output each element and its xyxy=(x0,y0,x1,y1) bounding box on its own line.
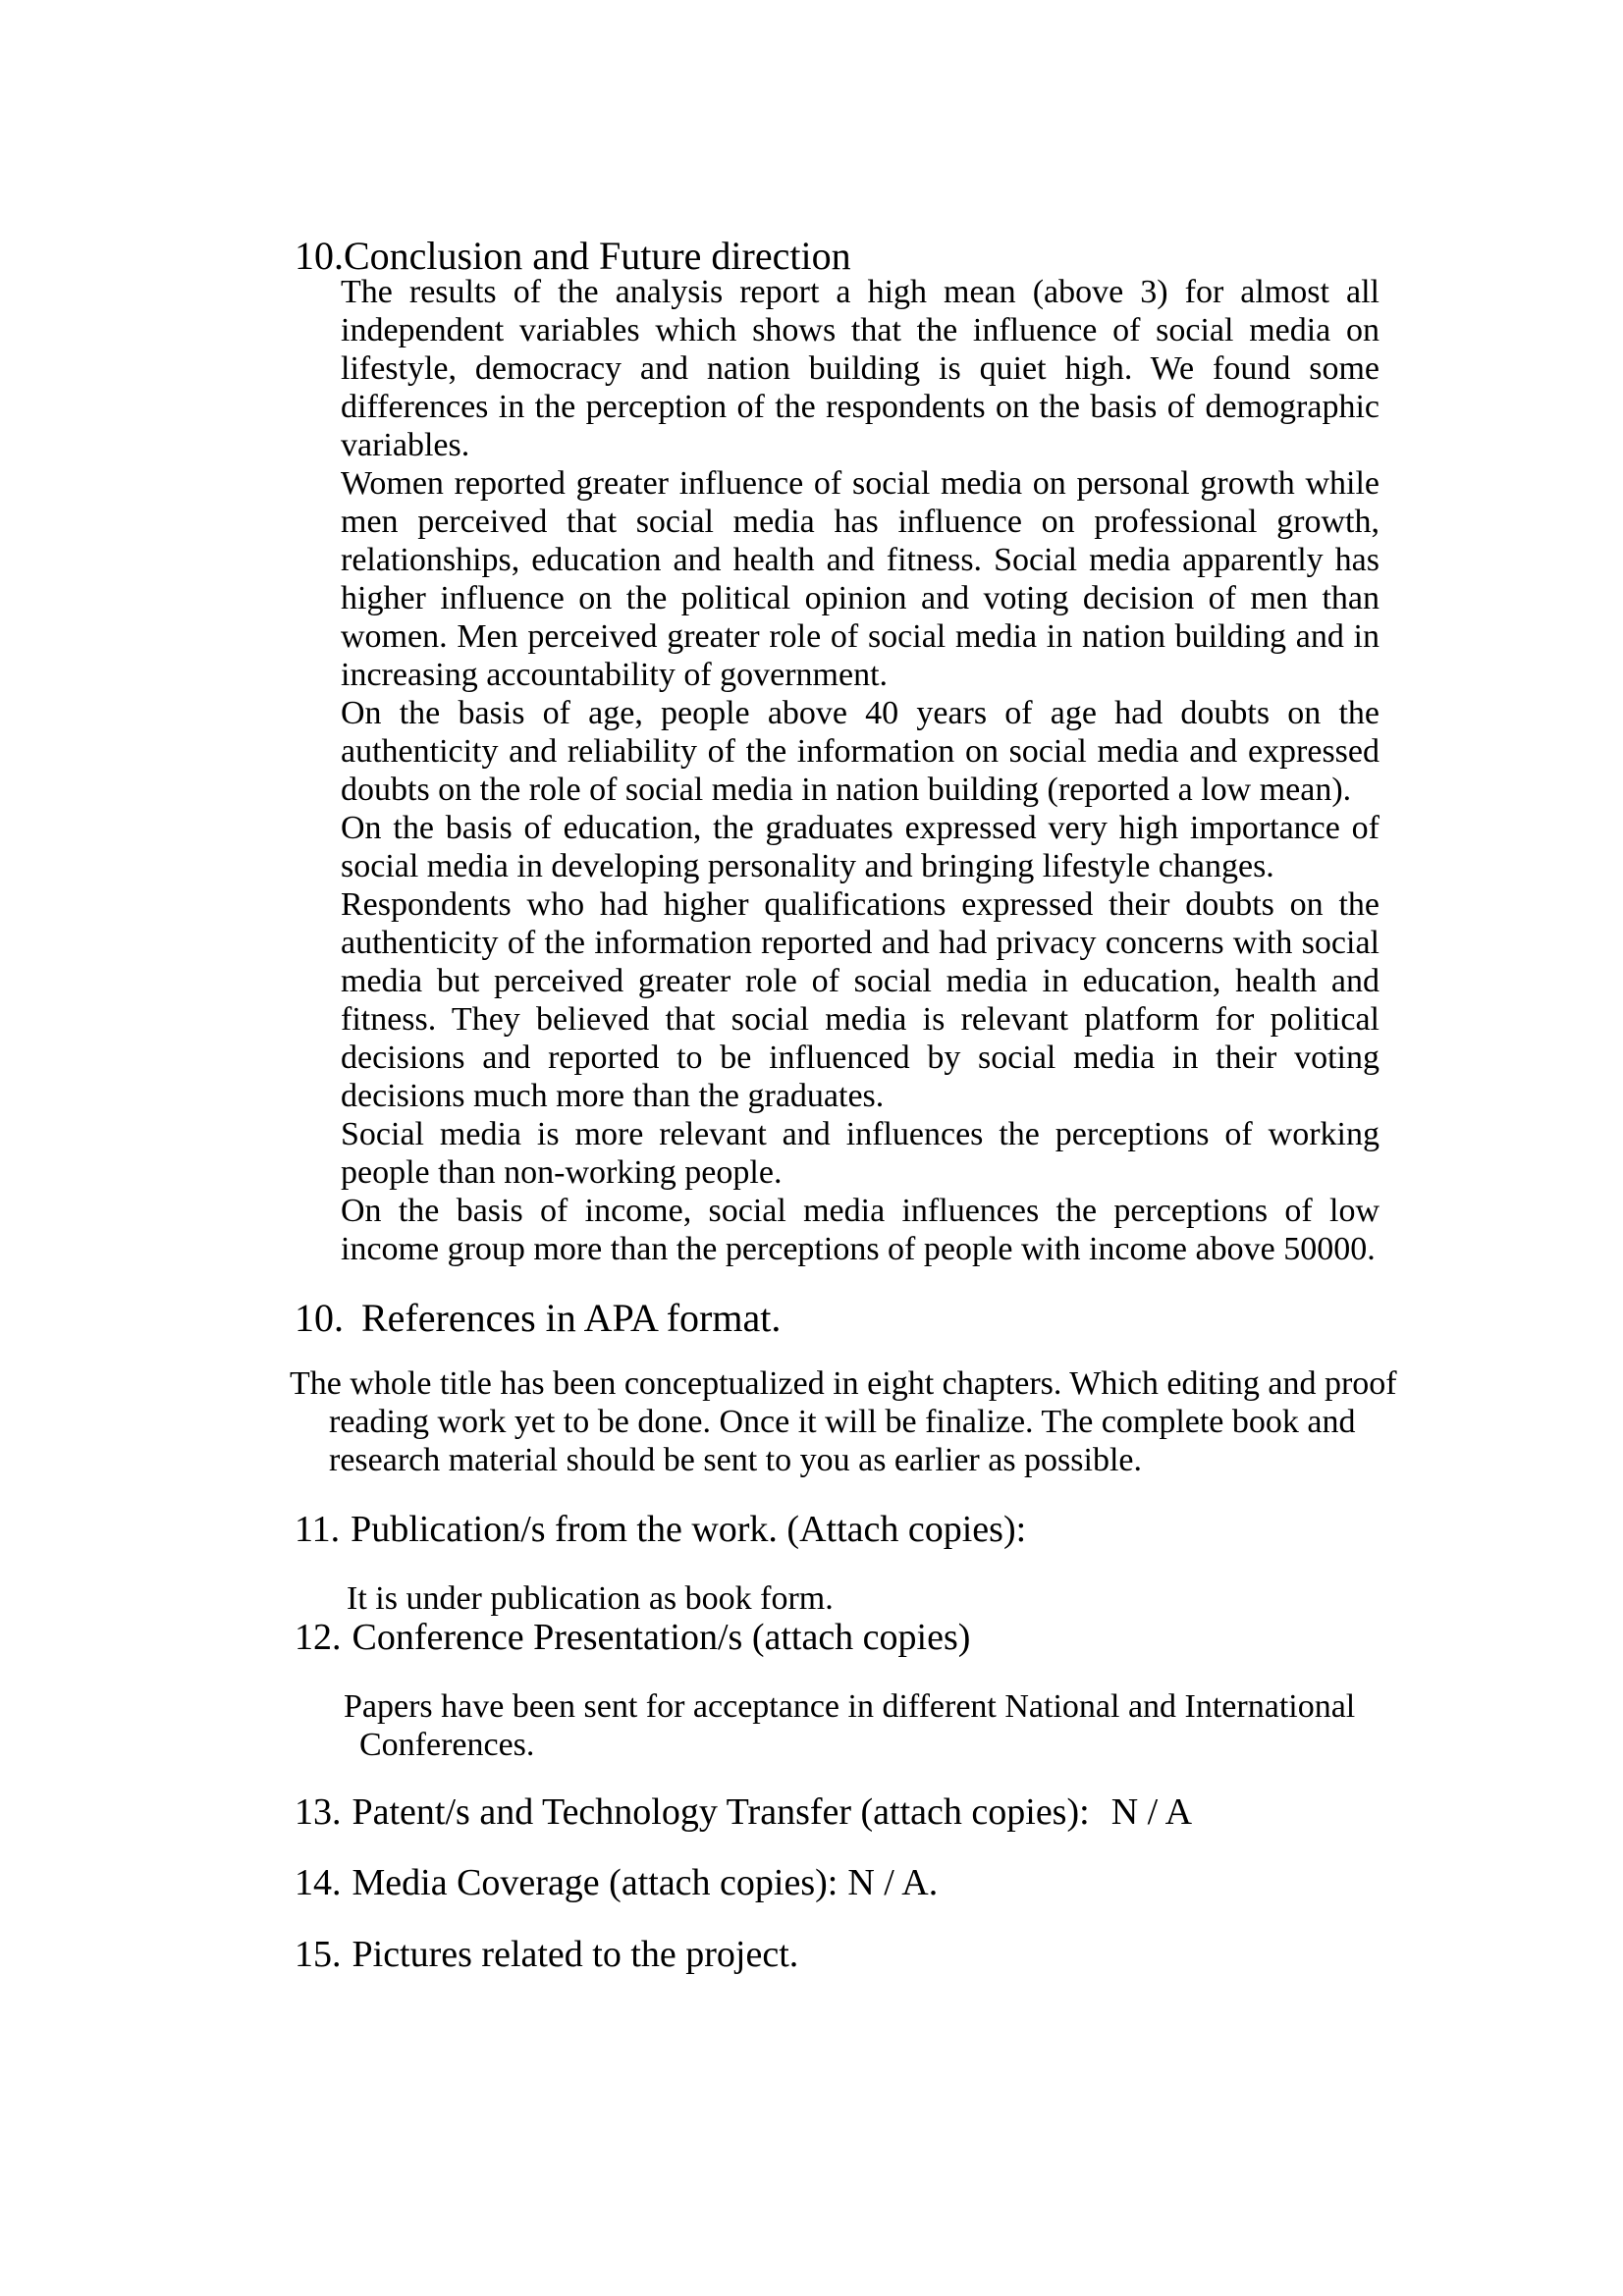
pictures-heading-title: Pictures related to the project. xyxy=(352,1934,799,1975)
conclusion-paragraph: On the basis of age, people above 40 years of age had doubts on the authenticity and reliability of the information on social media and expressed doubts on the role of social media in nation building (reported a low mean). xyxy=(341,695,1380,808)
media-heading-title: Media Coverage (attach copies): xyxy=(352,1862,839,1903)
conclusion-paragraph: Social media is more relevant and influences the perceptions of working people than non-working people. xyxy=(341,1116,1380,1191)
conclusion-paragraph: Respondents who had higher qualifications expressed their doubts on the authenticity of the information reported and had privacy concerns with social media but perceived greater role of social media in education, health and fitness. They believed that social media is relevant platform for political decisions and reported to be influenced by social media in their voting decisions much more than the graduates. xyxy=(341,886,1380,1114)
pictures-heading xyxy=(295,1933,798,1978)
publications-body: It is under publication as book form. xyxy=(347,1580,834,1617)
references-body: The whole title has been conceptualized in eight chapters. Which editing and proof reading work yet to be done. Once it will be finalize. The complete book and research material should be sent to you as earlier as possible. xyxy=(290,1365,1397,1478)
publications-heading-number: 11. xyxy=(295,1509,341,1550)
references-heading xyxy=(295,1295,781,1342)
patents-heading xyxy=(295,1790,1192,1836)
conclusion-body xyxy=(341,273,1380,1268)
publications-heading xyxy=(295,1508,1026,1553)
media-heading xyxy=(295,1861,938,1906)
media-heading-number: 14. xyxy=(295,1862,342,1903)
conference-heading-number: 12. xyxy=(295,1617,342,1658)
patents-value: N / A xyxy=(1110,1791,1193,1833)
references-heading-number: 10. xyxy=(295,1296,344,1340)
conclusion-heading-title: Conclusion and Future direction xyxy=(344,234,851,278)
references-heading-title: References in APA format. xyxy=(361,1296,782,1340)
pictures-heading-number: 15. xyxy=(295,1934,342,1975)
conclusion-paragraph: On the basis of education, the graduates expressed very high importance of social media in developing personality and bringing lifestyle changes. xyxy=(341,810,1380,884)
conclusion-paragraph: Women reported greater influence of social media on personal growth while men perceived that social media has influence on professional growth, relationships, education and health and fitness. Social media apparently has higher influence on the political opinion and voting decision of men than women. Men perceived greater role of social media in nation building and in increasing accountability of government. xyxy=(341,465,1380,693)
publications-heading-title: Publication/s from the work. (Attach copies): xyxy=(351,1509,1027,1550)
conference-heading-title: Conference Presentation/s (attach copies) xyxy=(352,1617,971,1658)
conclusion-paragraph: On the basis of income, social media influences the perceptions of low income group more than the perceptions of people with income above 50000. xyxy=(341,1193,1380,1267)
patents-heading-number: 13. xyxy=(295,1791,342,1833)
patents-heading-title: Patent/s and Technology Transfer (attach copies): xyxy=(352,1791,1090,1833)
conclusion-paragraph: The results of the analysis report a high mean (above 3) for almost all independent variables which shows that the influence of social media on lifestyle, democracy and nation building is quiet high. We found some differences in the perception of the respondents on the basis of demographic variables. xyxy=(341,274,1380,463)
conference-body: Papers have been sent for acceptance in different National and International Conferences. xyxy=(344,1688,1356,1763)
media-value: N / A. xyxy=(847,1862,939,1903)
conclusion-heading-number: 10. xyxy=(295,234,344,278)
conference-heading xyxy=(295,1616,970,1661)
